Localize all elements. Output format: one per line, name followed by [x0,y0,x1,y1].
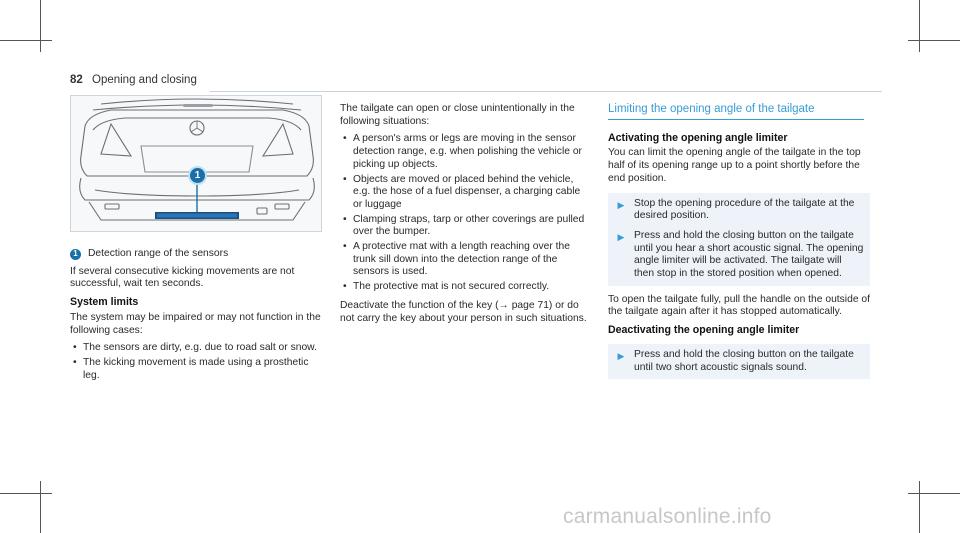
list-item: • A person's arms or legs are moving in the sensor detection range, e.g. when polishing the vehicle or picking up objects. [340,133,590,171]
watermark: carmanualsonline.info [563,505,772,528]
system-limits-list [70,342,325,382]
section-title: Limiting the opening angle of the tailgate [608,103,864,120]
caption-number-badge: 1 [70,249,81,260]
crop-mark [40,0,41,52]
column-middle [340,103,590,330]
list-item: • The sensors are dirty, e.g. due to road salt or snow. [70,342,325,355]
situations-intro: The tailgate can open or close unintentionally in the following situations: [340,103,575,127]
header-rule [210,91,882,92]
step-item [608,230,864,281]
column-left [70,248,325,388]
deactivation-steps [608,344,870,379]
activating-paragraph: You can limit the opening angle of the tailgate in the top half of its opening range up to a point shortly before the end position. [608,147,861,184]
crop-mark [0,40,52,41]
vehicle-rear-svg [71,96,322,232]
crop-mark [908,40,960,41]
situations-list [340,133,590,293]
crop-mark [0,493,52,494]
system-limits-paragraph: The system may be impaired or may not function in the following cases: [70,311,321,336]
crop-mark [919,481,920,533]
column-right [608,103,873,387]
intro-paragraph: If several consecutive kicking movements are not successful, wait ten seconds. [70,265,295,290]
activation-steps [608,193,870,286]
figure-callout-number: 1 [194,170,201,181]
crop-mark [40,481,41,533]
heading-system-limits: System limits [70,296,139,309]
list-item: • Objects are moved or placed behind the vehicle, e.g. the hose of a fuel dispenser, a charging cable or luggage [340,174,590,212]
step-arrow-icon: ▶ [617,199,625,210]
section-name: Opening and closing [92,74,197,86]
list-item: • The protective mat is not secured correctly. [340,281,590,294]
list-item: • The kicking movement is made using a prosthetic leg. [70,357,325,382]
step-text: Stop the opening procedure of the tailgate at the desired position. [634,197,855,222]
crop-mark [908,493,960,494]
vehicle-rear-illustration [70,95,322,232]
deactivate-paragraph: Deactivate the function of the key (→ page 71) or do not carry the key about your person in such situations. [340,299,587,324]
open-fully-paragraph: To open the tailgate fully, pull the handle on the outside of the tailgate again after it has stopped automatically. [608,293,870,318]
step-arrow-icon: ▶ [617,350,625,361]
caption-text: Detection range of the sensors [88,248,229,259]
step-text: Press and hold the closing button on the tailgate until two short acoustic signals sound. [634,348,854,373]
step-text: Press and hold the closing button on the tailgate until you hear a short acoustic signal. The opening angle limiter will be activated. The tailgate will then stop in the stored position when opened. [634,229,864,280]
page-header [70,74,197,86]
heading-deactivating: Deactivating the opening angle limiter [608,324,800,337]
step-item [608,349,864,374]
heading-activating: Activating the opening angle limiter [608,131,788,144]
figure-caption [70,248,325,261]
crop-mark [919,0,920,52]
list-item: • A protective mat with a length reaching over the trunk sill down into the detection range of the sensors is used. [340,241,590,279]
page-number: 82 [70,74,83,86]
step-arrow-icon: ▶ [617,231,625,242]
list-item: • Clamping straps, tarp or other coverings are pulled over the bumper. [340,214,590,239]
figure-callout-badge [188,166,207,185]
step-item [608,198,864,223]
